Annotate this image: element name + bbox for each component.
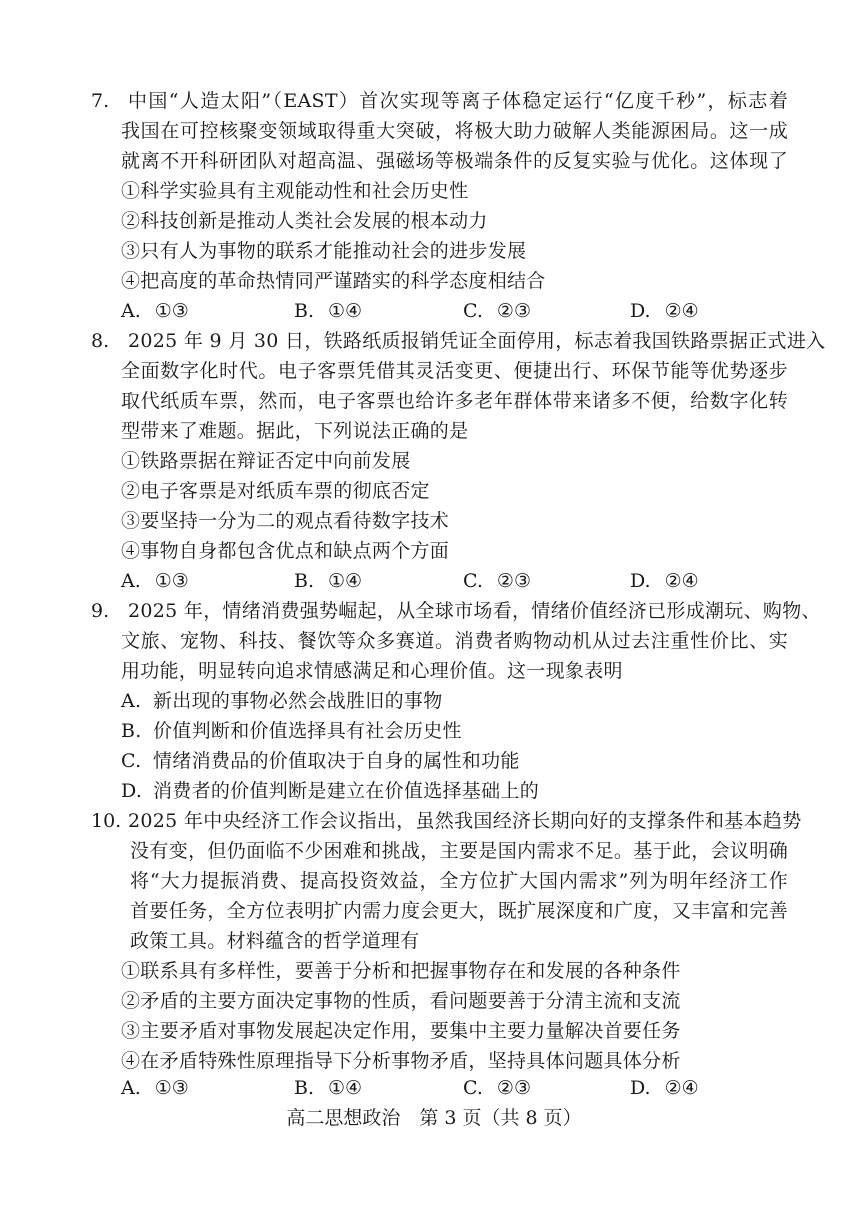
choice-text: 情绪消费品的价值取决于自身的属性和功能 <box>153 750 520 772</box>
question-7-options <box>121 296 801 326</box>
option-letter: C. <box>463 570 483 592</box>
question-8-stem-line: 取代纸质车票，然而，电子客票也给许多老年群体带来诸多不便，给数字化转 <box>121 390 788 412</box>
question-9-stem-line: 用功能，明显转向追求情感满足和心理价值。这一现象表明 <box>121 660 623 682</box>
question-7-stem-line: 我国在可控核聚变领域取得重大突破，将极大助力破解人类能源困局。这一成 <box>121 120 788 142</box>
option-a[interactable] <box>121 566 189 596</box>
option-letter: C. <box>463 300 483 322</box>
question-9-choice-a[interactable] <box>121 686 443 716</box>
option-text: ②④ <box>664 1077 699 1099</box>
option-letter: D. <box>630 570 651 592</box>
question-10-item: ④在矛盾特殊性原理指导下分析事物矛盾，坚持具体问题具体分析 <box>121 1050 681 1072</box>
choice-text: 消费者的价值判断是建立在价值选择基础上的 <box>153 780 540 802</box>
option-letter: B. <box>294 1077 315 1099</box>
question-10-options <box>121 1073 801 1103</box>
option-text: ②③ <box>496 300 531 322</box>
option-letter: B. <box>294 300 315 322</box>
question-10-stem-line: 首要任务，全方位表明扩内需力度会更大，既扩展深度和广度，又丰富和完善 <box>130 900 788 922</box>
choice-letter: B. <box>121 720 142 742</box>
option-b[interactable] <box>294 566 362 596</box>
question-8-item: ①铁路票据在辩证否定中向前发展 <box>121 450 411 472</box>
question-7-item: ④把高度的革命热情同严谨踏实的科学态度相结合 <box>121 270 546 292</box>
option-d[interactable] <box>630 1073 699 1103</box>
question-10-number: 10. <box>91 810 122 832</box>
question-7-item: ②科技创新是推动人类社会发展的根本动力 <box>121 210 488 232</box>
question-8-stem-line: 型带来了难题。据此，下列说法正确的是 <box>121 420 469 442</box>
question-9-stem-line: 2025 年，情绪消费强势崛起，从全球市场看，情绪价值经济已形成潮玩、购物、 <box>128 600 821 622</box>
question-8-number: 8. <box>91 330 110 352</box>
option-letter: C. <box>463 1077 483 1099</box>
option-text: ①④ <box>328 1077 363 1099</box>
question-8-item: ③要坚持一分为二的观点看待数字技术 <box>121 510 450 532</box>
option-letter: D. <box>630 1077 651 1099</box>
option-c[interactable] <box>463 1073 531 1103</box>
question-10-stem-line: 政策工具。材料蕴含的哲学道理有 <box>130 930 420 952</box>
option-text: ②③ <box>496 1077 531 1099</box>
option-letter: A. <box>121 570 141 592</box>
option-b[interactable] <box>294 296 362 326</box>
option-d[interactable] <box>630 566 699 596</box>
question-8-item: ②电子客票是对纸质车票的彻底否定 <box>121 480 430 502</box>
question-10-stem-line: 没有变，但仍面临不少困难和挑战，主要是国内需求不足。基于此，会议明确 <box>130 840 788 862</box>
option-a[interactable] <box>121 1073 189 1103</box>
option-a[interactable] <box>121 296 189 326</box>
choice-letter: A. <box>121 690 142 712</box>
question-7-number: 7. <box>91 90 110 112</box>
page-footer: 高二思想政治 第 3 页（共 8 页） <box>286 1107 582 1129</box>
choice-text: 新出现的事物必然会战胜旧的事物 <box>153 690 443 712</box>
option-text: ②③ <box>496 570 531 592</box>
question-9-choice-d[interactable] <box>121 776 539 806</box>
question-7-item: ③只有人为事物的联系才能推动社会的进步发展 <box>121 240 527 262</box>
question-9-choice-b[interactable] <box>121 716 462 746</box>
option-text: ①③ <box>154 1077 189 1099</box>
option-text: ①④ <box>328 300 363 322</box>
question-7-item: ①科学实验具有主观能动性和社会历史性 <box>121 180 469 202</box>
question-8-stem-line: 2025 年 9 月 30 日，铁路纸质报销凭证全面停用，标志着我国铁路票据正式进入 <box>128 330 826 352</box>
question-8-options <box>121 566 801 596</box>
question-8-item: ④事物自身都包含优点和缺点两个方面 <box>121 540 450 562</box>
choice-text: 价值判断和价值选择具有社会历史性 <box>153 720 462 742</box>
question-10-stem-line: 2025 年中央经济工作会议指出，虽然我国经济长期向好的支撑条件和基本趋势 <box>128 810 802 832</box>
question-10-item: ②矛盾的主要方面决定事物的性质，看问题要善于分清主流和支流 <box>121 990 681 1012</box>
question-9-number: 9. <box>91 600 110 622</box>
question-8-stem-line: 全面数字化时代。电子客票凭借其灵活变更、便捷出行、环保节能等优势逐步 <box>121 360 788 382</box>
option-d[interactable] <box>630 296 699 326</box>
option-text: ②④ <box>664 300 699 322</box>
option-c[interactable] <box>463 296 531 326</box>
option-letter: D. <box>630 300 651 322</box>
question-9-stem-line: 文旅、宠物、科技、餐饮等众多赛道。消费者购物动机从过去注重性价比、实 <box>121 630 788 652</box>
option-letter: B. <box>294 570 315 592</box>
question-10-stem-line: 将“大力提振消费、提高投资效益，全方位扩大国内需求”列为明年经济工作 <box>130 870 788 892</box>
option-letter: A. <box>121 300 141 322</box>
question-7-stem-line: 就离不开科研团队对超高温、强磁场等极端条件的反复实验与优化。这体现了 <box>121 150 788 172</box>
option-c[interactable] <box>463 566 531 596</box>
option-text: ①③ <box>154 300 189 322</box>
question-9-choice-c[interactable] <box>121 746 520 776</box>
option-text: ①④ <box>328 570 363 592</box>
question-10-item: ③主要矛盾对事物发展起决定作用，要集中主要力量解决首要任务 <box>121 1020 681 1042</box>
option-letter: A. <box>121 1077 141 1099</box>
option-text: ①③ <box>154 570 189 592</box>
question-10-item: ①联系具有多样性，要善于分析和把握事物存在和发展的各种条件 <box>121 960 681 982</box>
choice-letter: D. <box>121 780 143 802</box>
choice-letter: C. <box>121 750 142 772</box>
option-text: ②④ <box>664 570 699 592</box>
question-7-stem-line: 中国“人造太阳”（EAST）首次实现等离子体稳定运行“亿度千秒”，标志着 <box>128 90 788 112</box>
option-b[interactable] <box>294 1073 362 1103</box>
